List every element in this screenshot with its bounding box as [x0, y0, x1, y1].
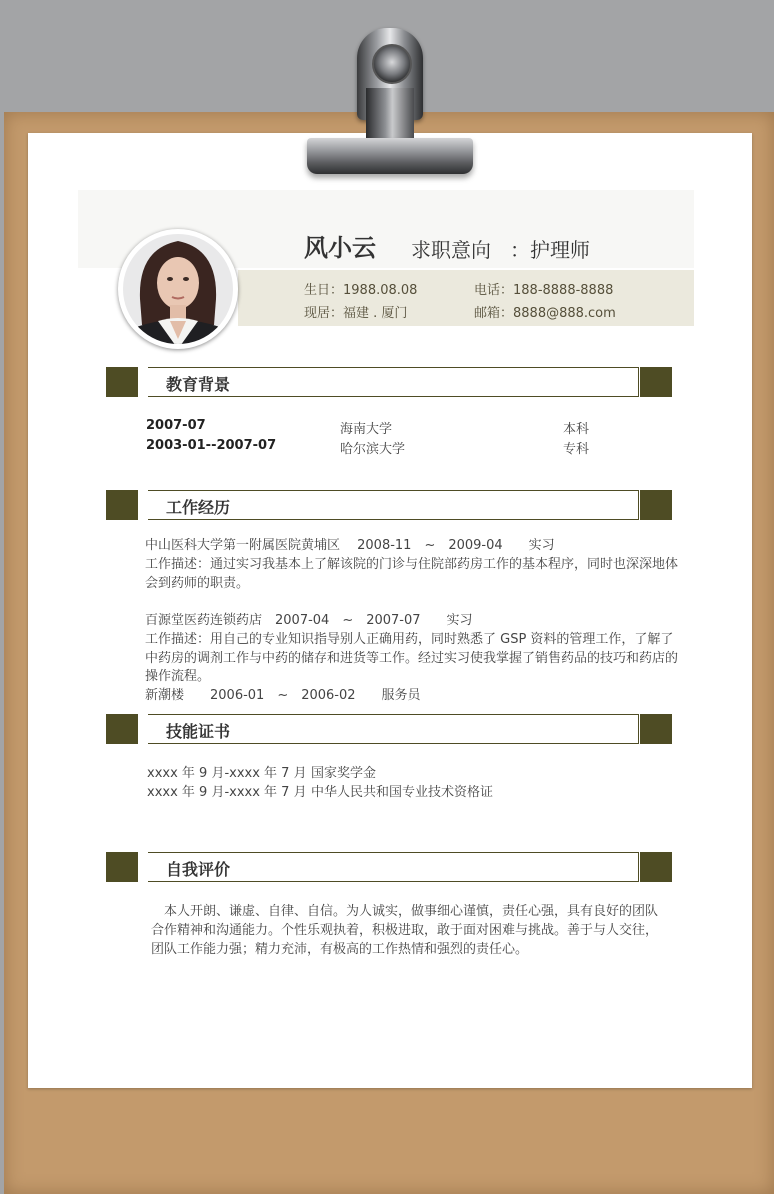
job-line: 中山医科大学第一附属医院黄埔区 2008-11 ~ 2009-04 实习 — [145, 538, 555, 553]
avatar-portrait — [118, 229, 238, 349]
birthday-info: 生日：1988.08.08 — [304, 283, 418, 298]
section-self-evaluation — [106, 852, 672, 882]
section-marker-left — [106, 367, 138, 397]
edu-date: 2003-01--2007-07 — [146, 438, 277, 453]
cert-name: 中华人民共和国专业技术资格证 — [311, 785, 494, 800]
section-marker-right — [640, 367, 672, 397]
binder-clip-ring — [372, 44, 412, 84]
section-title: 自我评价 — [166, 860, 231, 879]
edu-school: 海南大学 — [340, 422, 393, 437]
binder-clip-neck — [366, 88, 414, 144]
edu-degree: 专科 — [563, 442, 590, 457]
section-marker-left — [106, 714, 138, 744]
self-eval-line: 合作精神和沟通能力。个性乐观执着，积极进取，敢于面对困难与挑战。善于与人交往， — [151, 923, 659, 938]
section-skills — [106, 714, 672, 744]
job-intent-label: 求职意向 — [411, 238, 491, 262]
job-intent-value: ：护理师 — [510, 238, 590, 262]
cert-date: xxxx 年 9 月-xxxx 年 7 月 — [147, 785, 307, 800]
cert-name: 国家奖学金 — [311, 766, 377, 781]
email-info: 邮箱：8888@888.com — [474, 306, 616, 321]
edu-degree: 本科 — [563, 422, 590, 437]
self-eval-line: 团队工作能力强；精力充沛，有极高的工作热情和强烈的责任心。 — [151, 942, 529, 957]
job-line: 百源堂医药连锁药店 2007-04 ~ 2007-07 实习 — [145, 613, 473, 628]
section-marker-right — [640, 714, 672, 744]
edu-school: 哈尔滨大学 — [340, 442, 406, 457]
job-desc: 工作描述：通过实习我基本上了解该院的门诊与住院部药房工作的基本程序，同时也深深地体 — [145, 557, 679, 572]
section-title: 技能证书 — [166, 722, 231, 741]
section-title: 工作经历 — [166, 498, 231, 517]
edu-date: 2007-07 — [146, 418, 206, 433]
section-marker-left — [106, 852, 138, 882]
section-education — [106, 367, 672, 397]
phone-info: 电话：188-8888-8888 — [474, 283, 614, 298]
binder-clip-base — [307, 138, 473, 174]
job-desc: 操作流程。 — [145, 669, 211, 684]
section-work — [106, 490, 672, 520]
avatar — [118, 229, 238, 349]
self-eval-line: 本人开朗、谦虚、自律、自信。为人诚实，做事细心谨慎，责任心强，具有良好的团队 — [151, 904, 659, 919]
section-title: 教育背景 — [166, 375, 231, 394]
job-desc: 中药房的调剂工作与中药的储存和进货等工作。经过实习使我掌握了销售药品的技巧和药店的 — [145, 651, 679, 666]
job-desc: 会到药师的职责。 — [145, 576, 250, 591]
section-marker-right — [640, 490, 672, 520]
job-line: 新潮楼 2006-01 ~ 2006-02 服务员 — [145, 688, 421, 703]
section-marker-right — [640, 852, 672, 882]
job-desc: 工作描述：用自己的专业知识指导别人正确用药，同时熟悉了 GSP 资料的管理工作，了解了 — [145, 632, 674, 647]
residence-info: 现居：福建 . 厦门 — [304, 306, 408, 321]
section-marker-left — [106, 490, 138, 520]
cert-date: xxxx 年 9 月-xxxx 年 7 月 — [147, 766, 307, 781]
candidate-name: 风小云 — [304, 234, 376, 262]
